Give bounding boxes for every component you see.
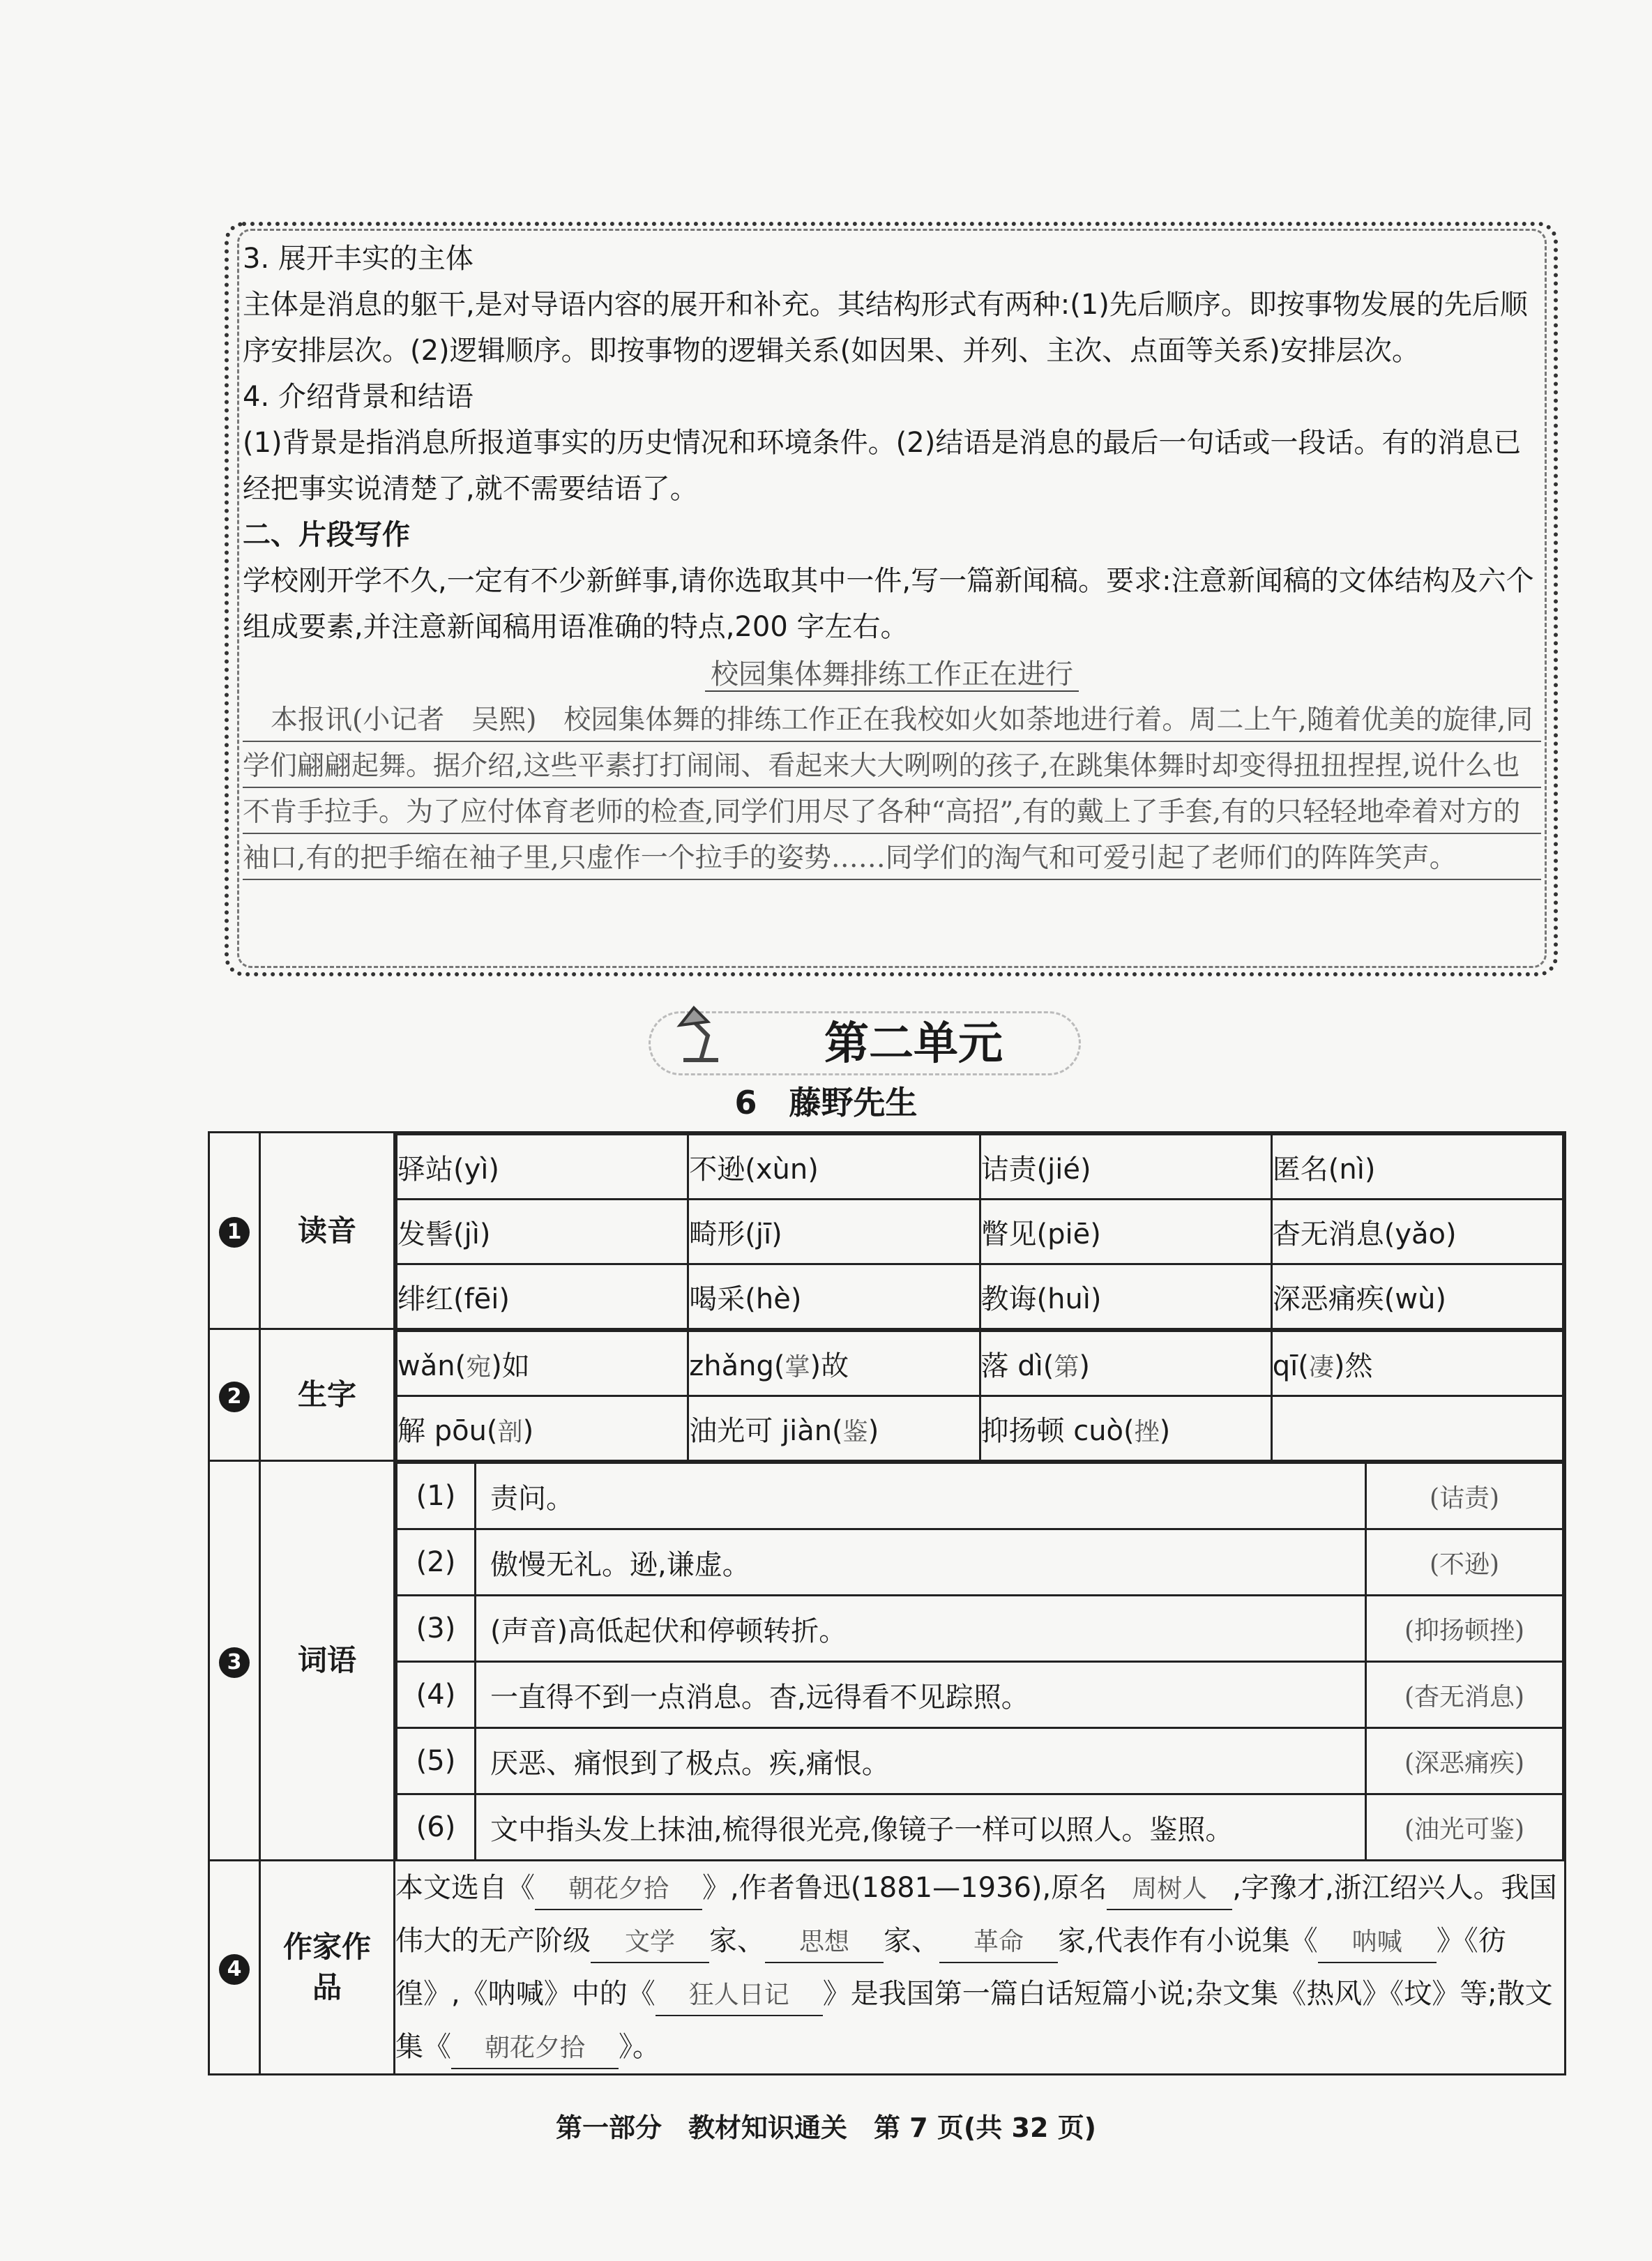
char-prompt: zhǎng( (689, 1349, 785, 1382)
answer-blank: 文学 (591, 1923, 709, 1963)
char-prompt: qī( (1272, 1349, 1309, 1382)
pinyin-item: 不逊(xùn) (688, 1135, 980, 1200)
char-item (980, 1396, 1271, 1460)
char-suffix: )然 (1333, 1349, 1373, 1382)
page-footer: 第一部分 教材知识通关 第 7 页(共 32 页) (556, 2112, 1096, 2143)
vocab-answer: (抑扬顿挫) (1366, 1596, 1563, 1662)
table-row (397, 1794, 1563, 1860)
author-text: 家、 (884, 1925, 939, 1957)
section-number: 2 (219, 1382, 250, 1412)
heading-background: 4. 介绍背景和结语 (243, 381, 473, 413)
char-prompt: 落 dì( (980, 1349, 1054, 1382)
table-row (397, 1331, 1563, 1396)
char-suffix: ) (522, 1414, 534, 1447)
pronunciation-grid (395, 1133, 1564, 1328)
pinyin-item: 驿站(yì) (397, 1135, 688, 1200)
pinyin-item: 教诲(huì) (980, 1264, 1271, 1329)
char-prompt: 抑扬顿 cuò( (980, 1414, 1135, 1447)
characters-grid (395, 1330, 1564, 1460)
char-prompt: wǎn( (397, 1349, 467, 1382)
table-row (397, 1463, 1563, 1529)
heading-writing: 二、片段写作 (243, 519, 410, 551)
char-item (688, 1396, 980, 1460)
pinyin-item: 深恶痛疾(wù) (1271, 1264, 1563, 1329)
news-title (243, 651, 1541, 697)
char-answer: 挫 (1134, 1417, 1160, 1446)
author-text: 》。 (619, 2031, 660, 2063)
answer-blank: 朝花夕拾 (535, 1870, 702, 1910)
author-text: 》是我国第一篇白话短篇小说;杂文集《热风》《坟》等;散文集《 (395, 1978, 1553, 2063)
section-label: 读音 (260, 1133, 395, 1329)
char-item (397, 1396, 688, 1460)
lesson-title: 6 藤野先生 (734, 1084, 918, 1121)
author-paragraph (395, 1861, 1566, 2075)
vocab-number: (4) (397, 1662, 476, 1728)
section-characters (209, 1329, 1566, 1461)
table-row (397, 1200, 1563, 1264)
author-text: 》,作者鲁迅(1881—1936),原名 (702, 1872, 1107, 1904)
table-row (397, 1529, 1563, 1596)
author-text: 家、 (709, 1925, 765, 1957)
section-vocabulary (209, 1461, 1566, 1861)
vocab-definition: 一直得不到一点消息。杳,远得看不见踪照。 (476, 1662, 1366, 1728)
table-row (397, 1396, 1563, 1460)
pinyin-item: 诘责(jié) (980, 1135, 1271, 1200)
pinyin-item: 杳无消息(yǎo) (1271, 1200, 1563, 1264)
text-background: (1)背景是指消息所报道事实的历史情况和环境条件。(2)结语是消息的最后一句话或一段话。有的消息已经把事实说清楚了,就不需要结语了。 (243, 427, 1522, 505)
pinyin-item: 匿名(nì) (1271, 1135, 1563, 1200)
text-main-body: 主体是消息的躯干,是对导语内容的展开和补充。其结构形式有两种:(1)先后顺序。即按事物发展的先后顺序安排层次。(2)逻辑顺序。即按事物的逻辑关系(如因果、并列、主次、点面等关系)安排层次。 (243, 289, 1528, 367)
table-row (397, 1264, 1563, 1329)
char-suffix: ) (1159, 1414, 1171, 1447)
news-body: 本报讯(小记者 吴熙) 校园集体舞的排练工作正在我校如火如荼地进行着。周二上午,随着优美的旋律,同学们翩翩起舞。据介绍,这些平素打打闹闹、看起来大大咧咧的孩子,在跳集体舞时却变得扭扭捏捏,说什么也不肯手拉手。为了应付体育老师的检查,同学们用尽了各种“高招”,有的戴上了手套,有的只轻轻地牵着对方的袖口,有的把手缩在袖子里,只虚作一个拉手的姿势……同学们的淘气和可爱引起了老师们的阵阵笑声。 (243, 697, 1541, 882)
vocab-definition: (声音)高低起伏和停顿转折。 (476, 1596, 1366, 1662)
vocab-answer: (诘责) (1366, 1463, 1563, 1529)
char-item (688, 1331, 980, 1396)
knowledge-table (208, 1131, 1566, 2075)
vocab-definition: 文中指头发上抹油,梳得很光亮,像镜子一样可以照人。鉴照。 (476, 1794, 1366, 1860)
section-number: 3 (219, 1647, 250, 1678)
char-suffix: ) (867, 1414, 879, 1447)
section-label: 词语 (260, 1461, 395, 1861)
char-item (980, 1331, 1271, 1396)
vocab-number: (2) (397, 1529, 476, 1596)
section-number: 1 (219, 1217, 250, 1248)
pinyin-item: 发髻(jì) (397, 1200, 688, 1264)
vocab-number: (5) (397, 1728, 476, 1794)
table-row (397, 1596, 1563, 1662)
section-label: 生字 (260, 1329, 395, 1461)
section-pronunciation (209, 1133, 1566, 1329)
vocab-answer: (油光可鉴) (1366, 1794, 1563, 1860)
char-answer: 掌 (785, 1352, 810, 1382)
answer-blank: 狂人日记 (656, 1976, 823, 2016)
vocabulary-grid (395, 1462, 1564, 1859)
answer-blank: 呐喊 (1318, 1923, 1437, 1963)
vocab-answer: (深恶痛疾) (1366, 1728, 1563, 1794)
char-item (1271, 1331, 1563, 1396)
vocab-definition: 傲慢无礼。逊,谦虚。 (476, 1529, 1366, 1596)
heading-main-body: 3. 展开丰实的主体 (243, 243, 473, 275)
table-row (397, 1662, 1563, 1728)
char-answer: 第 (1054, 1352, 1079, 1382)
pinyin-item: 瞥见(piē) (980, 1200, 1271, 1264)
char-prompt: 解 pōu( (397, 1414, 498, 1447)
desk-lamp-icon (669, 997, 739, 1067)
unit-title: 第二单元 (824, 1018, 1003, 1070)
pinyin-item: 畸形(jī) (688, 1200, 980, 1264)
vocab-number: (1) (397, 1463, 476, 1529)
news-title-text: 校园集体舞排练工作正在进行 (705, 658, 1079, 692)
answer-blank: 朝花夕拾 (451, 2029, 619, 2069)
writing-box (243, 236, 1541, 882)
vocab-answer: (杳无消息) (1366, 1662, 1563, 1728)
char-suffix: )如 (491, 1349, 530, 1382)
char-answer: 凄 (1308, 1352, 1334, 1382)
pinyin-item: 喝采(hè) (688, 1264, 980, 1329)
section-label: 作家作品 (260, 1861, 395, 2075)
char-answer: 宛 (466, 1352, 492, 1382)
answer-blank: 周树人 (1107, 1870, 1232, 1910)
char-item (397, 1331, 688, 1396)
answer-blank: 思想 (765, 1923, 884, 1963)
text-writing-prompt: 学校刚开学不久,一定有不少新鲜事,请你选取其中一件,写一篇新闻稿。要求:注意新闻稿的文体结构及六个组成要素,并注意新闻稿用语准确的特点,200 字左右。 (243, 565, 1534, 643)
vocab-number: (6) (397, 1794, 476, 1860)
vocab-answer: (不逊) (1366, 1529, 1563, 1596)
author-text: 》《彷徨》,《呐喊》中的《 (395, 1925, 1506, 2010)
char-suffix: ) (1079, 1349, 1090, 1382)
vocab-definition: 厌恶、痛恨到了极点。疾,痛恨。 (476, 1728, 1366, 1794)
char-answer: 剖 (497, 1417, 523, 1446)
author-text: 家,代表作有小说集《 (1058, 1925, 1318, 1957)
vocab-number: (3) (397, 1596, 476, 1662)
author-text: ,字豫才,浙江绍兴人。我国伟大的无产阶级 (395, 1872, 1557, 1957)
table-row (397, 1728, 1563, 1794)
section-author (209, 1861, 1566, 2075)
table-row (397, 1135, 1563, 1200)
answer-blank: 革命 (939, 1923, 1058, 1963)
pinyin-item: 绯红(fēi) (397, 1264, 688, 1329)
section-number: 4 (219, 1954, 250, 1985)
vocab-definition: 责问。 (476, 1463, 1366, 1529)
char-suffix: )故 (810, 1349, 849, 1382)
char-answer: 鉴 (842, 1417, 868, 1446)
char-prompt: 油光可 jiàn( (689, 1414, 843, 1447)
author-text: 本文选自《 (395, 1872, 535, 1904)
